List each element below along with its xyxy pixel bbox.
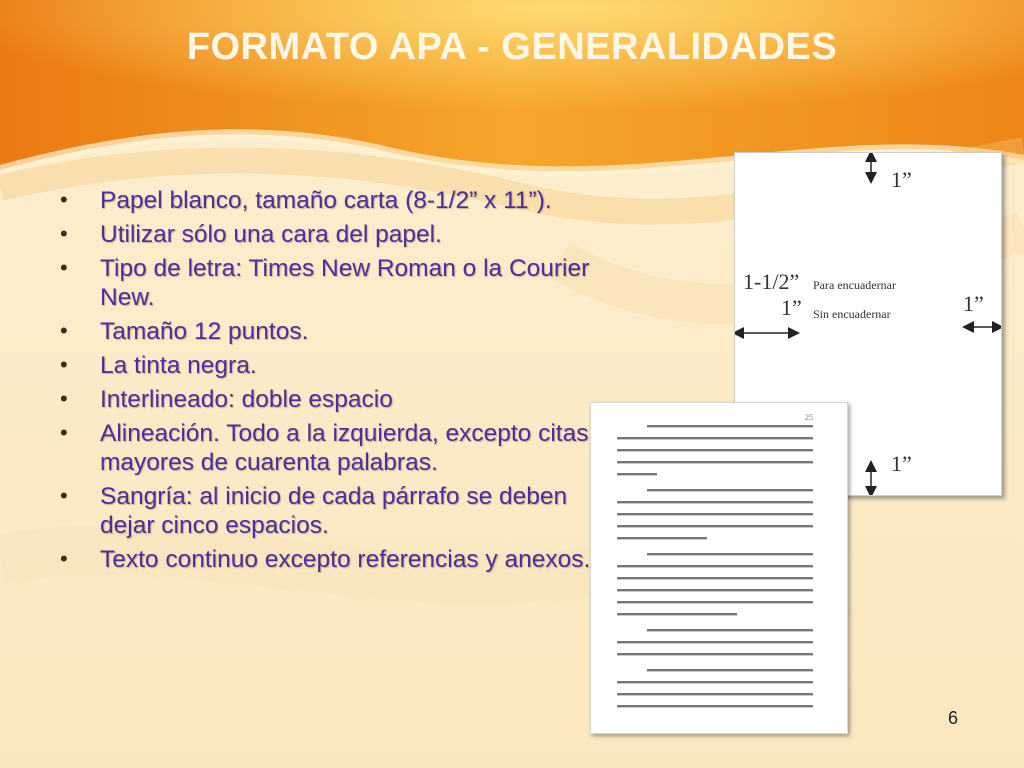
slide-number: 6 (948, 708, 959, 728)
bullet-item: • La tinta negra. (60, 352, 257, 379)
bottom-margin-label: 1” (891, 451, 912, 476)
bullet-icon: • (60, 221, 68, 246)
bullet-item: • Tamaño 12 puntos. (60, 318, 309, 345)
bullet-icon: • (60, 352, 68, 377)
bullet-list (56, 186, 596, 579)
bullet-item: • Alineación. Todo a la izquierda, excepto citas mayores de cuarenta palabras. (60, 420, 589, 476)
slide-title: FORMATO APA - GENERALIDADES (186, 26, 838, 68)
bullet-item: • Interlineado: doble espacio (60, 386, 393, 413)
bullet-item: • Texto continuo excepto referencias y anexos. (60, 546, 591, 573)
bullet-item: • Sangría: al inicio de cada párrafo se deben dejar cinco espacios. (60, 483, 568, 539)
bullet-item: • Papel blanco, tamaño carta (8-1/2” x 11”). (60, 187, 552, 214)
bullet-icon: • (60, 483, 68, 508)
sample-page (590, 402, 848, 734)
left-bound-note: Para encuadernar (813, 278, 896, 292)
left-unbound-label: 1” (781, 295, 802, 320)
bullet-icon: • (60, 318, 68, 343)
bullet-icon: • (60, 255, 68, 280)
left-bound-label: 1-1/2” (743, 269, 800, 294)
bullet-item: • Tipo de letra: Times New Roman o la Courier New. (60, 255, 590, 311)
left-unbound-note: Sin encuadernar (813, 307, 891, 321)
bullet-icon: • (60, 546, 68, 571)
bullet-icon: • (60, 187, 68, 212)
bullet-item: • Utilizar sólo una cara del papel. (60, 221, 442, 248)
top-margin-label: 1” (891, 167, 912, 192)
sample-page-number: 25 (805, 413, 813, 422)
bullet-icon: • (60, 386, 68, 411)
right-margin-label: 1” (963, 291, 984, 316)
sample-page-text-lines (591, 403, 847, 733)
bullet-icon: • (60, 420, 68, 445)
